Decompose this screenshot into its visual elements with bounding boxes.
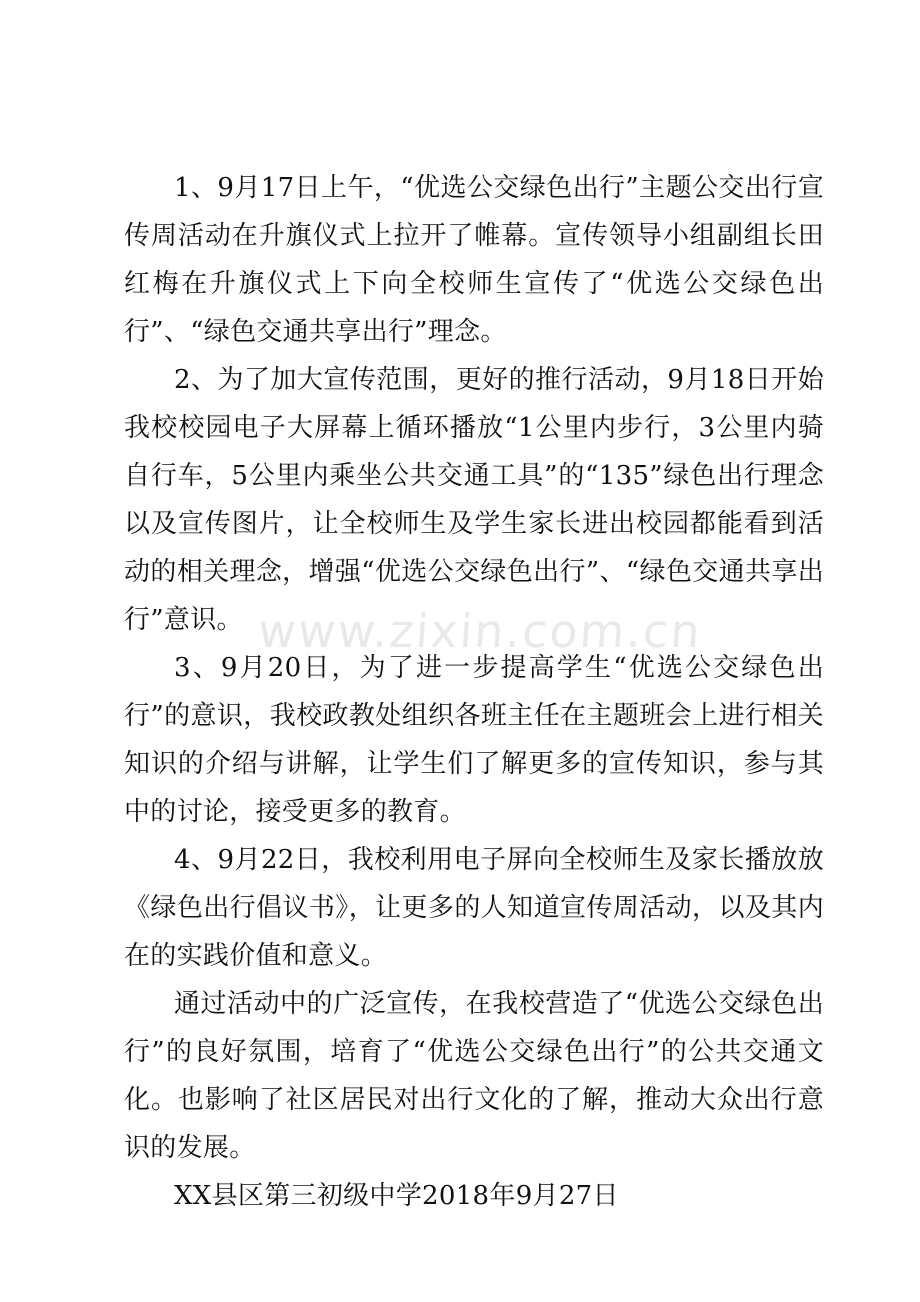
- paragraph-3: 3、9月20日，为了进一步提高学生“优选公交绿色出行”的意识，我校政教处组织各班主任在主题班会上进行相关知识的介绍与讲解，让学生们了解更多的宣传知识，参与其中的讨论，接受更多的教育。: [124, 653, 824, 827]
- document-body: [124, 164, 824, 1220]
- paragraph-5: 通过活动中的广泛宣传，在我校营造了“优选公交绿色出行”的良好氛围，培育了“优选公交绿色出行”的公共交通文化。也影响了社区居民对出行文化的了解，推动大众出行意识的发展。: [124, 989, 824, 1163]
- watermark: www.zixin.com.cn: [256, 604, 704, 658]
- paragraph-2: 2、为了加大宣传范围，更好的推行活动，9月18日开始我校校园电子大屏幕上循环播放“1公里内步行，3公里内骑自行车，5公里内乘坐公共交通工具”的“135”绿色出行理念以及宣传图片，让全校师生及学生家长进出校园都能看到活动的相关理念，增强“优选公交绿色出行”、“绿色交通共享出行”意识。: [124, 365, 824, 635]
- paragraph-4: 4、9月22日，我校利用电子屏向全校师生及家长播放放《绿色出行倡议书》，让更多的人知道宣传周活动，以及其内在的实践价值和意义。: [124, 845, 824, 971]
- signature-line: XX县区第三初级中学2018年9月27日: [174, 1181, 619, 1211]
- paragraph-1: 1、9月17日上午，“优选公交绿色出行”主题公交出行宣传周活动在升旗仪式上拉开了帷幕。宣传领导小组副组长田红梅在升旗仪式上下向全校师生宣传了“优选公交绿色出行”、“绿色交通共享出行”理念。: [124, 173, 824, 347]
